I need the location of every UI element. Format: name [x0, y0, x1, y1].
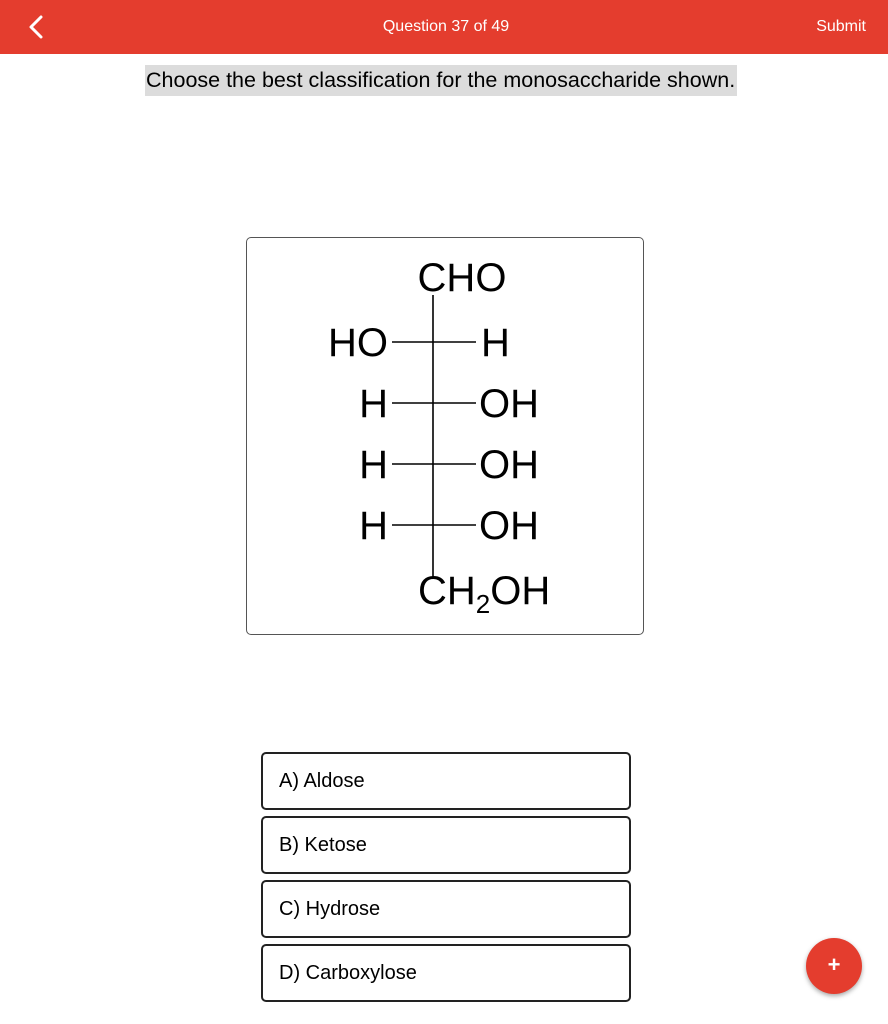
- row-4-right: OH: [479, 504, 539, 548]
- row-3-left: H: [359, 443, 388, 487]
- row-1-right: H: [481, 321, 510, 365]
- submit-button[interactable]: Submit: [816, 18, 866, 35]
- row-2-left: H: [359, 382, 388, 426]
- question-counter-text: Question 37 of 49: [382, 18, 510, 35]
- option-d[interactable]: D) Carboxylose: [261, 944, 631, 1002]
- row-1-left: HO: [328, 321, 388, 365]
- option-b[interactable]: B) Ketose: [261, 816, 631, 874]
- fischer-projection-panel: [246, 237, 644, 635]
- row-3-right: OH: [479, 443, 539, 487]
- bottom-group-main: CH: [418, 569, 476, 613]
- top-group: CHO: [417, 256, 507, 300]
- answer-options: [261, 752, 631, 1008]
- question-counter: [0, 0, 888, 54]
- bottom-group-subscript: 2: [475, 589, 491, 619]
- add-button[interactable]: [806, 938, 862, 994]
- plus-icon: +: [827, 952, 841, 977]
- row-2-right: OH: [479, 382, 539, 426]
- row-4-left: H: [359, 504, 388, 548]
- bottom-group-tail: OH: [490, 569, 551, 613]
- bottom-group: [418, 569, 550, 619]
- option-a[interactable]: A) Aldose: [261, 752, 631, 810]
- top-bar: [0, 0, 888, 54]
- option-c[interactable]: C) Hydrose: [261, 880, 631, 938]
- question-prompt: Choose the best classification for the monosaccharide shown.: [145, 65, 737, 96]
- fischer-projection: [247, 238, 645, 636]
